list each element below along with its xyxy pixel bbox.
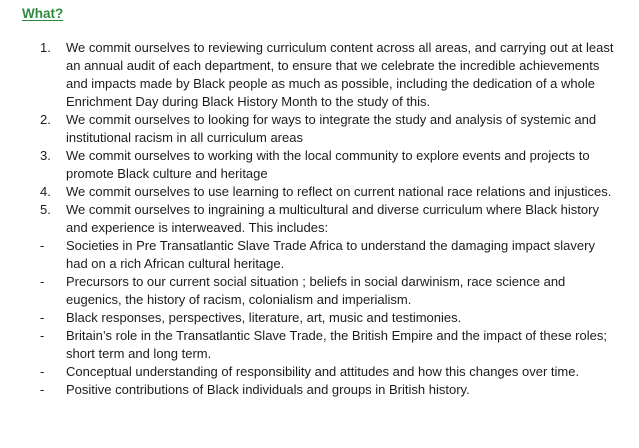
list-marker: - xyxy=(40,364,45,379)
list-item xyxy=(40,39,620,111)
list-marker: 2. xyxy=(40,112,51,127)
list-marker: 1. xyxy=(40,40,51,55)
section-heading: What? xyxy=(22,6,64,21)
list-marker: - xyxy=(40,274,45,289)
list-marker: - xyxy=(40,238,45,253)
list-item xyxy=(40,147,620,183)
list-item xyxy=(40,201,620,237)
list-item xyxy=(40,381,620,399)
list-item-text: We commit ourselves to reviewing curriculum content across all areas, and carrying out at least an annual audit of each department, to ensure that we celebrate the incredible achievements and impacts made by Black people as much as possible, including the dedication of a whole Enrichment Day during Black History Month to the study of this. xyxy=(66,40,614,109)
list-marker: - xyxy=(40,310,45,325)
list-item xyxy=(40,273,620,309)
list-item-text: We commit ourselves to use learning to reflect on current national race relations and injustices. xyxy=(66,184,612,199)
list-marker: 4. xyxy=(40,184,51,199)
list-item xyxy=(40,327,620,363)
list-item xyxy=(40,237,620,273)
list-item-text: Britain’s role in the Transatlantic Slave Trade, the British Empire and the impact of these roles; short term and long term. xyxy=(66,328,607,361)
list-item-text: Black responses, perspectives, literature, art, music and testimonies. xyxy=(66,310,462,325)
list-marker: - xyxy=(40,382,45,397)
list-marker: 3. xyxy=(40,148,51,163)
list-item-text: We commit ourselves to working with the local community to explore events and projects to promote Black culture and heritage xyxy=(66,148,590,181)
list-item xyxy=(40,363,620,381)
list-item-text: We commit ourselves to ingraining a multicultural and diverse curriculum where Black history and experience is interweaved. This includes: xyxy=(66,202,599,235)
list-item xyxy=(40,309,620,327)
list-item xyxy=(40,183,620,201)
list-item-text: We commit ourselves to looking for ways to integrate the study and analysis of systemic and institutional racism in all curriculum areas xyxy=(66,112,597,145)
list-item-text: Conceptual understanding of responsibility and attitudes and how this changes over time. xyxy=(66,364,580,379)
commitments-list xyxy=(40,39,620,399)
list-marker: - xyxy=(40,328,45,343)
list-item-text: Precursors to our current social situation ; beliefs in social darwinism, race science and eugenics, the history of racism, colonialism and imperialism. xyxy=(66,274,566,307)
list-marker: 5. xyxy=(40,202,51,217)
list-item-text: Positive contributions of Black individuals and groups in British history. xyxy=(66,382,470,397)
list-item-text: Societies in Pre Transatlantic Slave Trade Africa to understand the damaging impact slavery had on a rich African cultural heritage. xyxy=(66,238,595,271)
list-item xyxy=(40,111,620,147)
